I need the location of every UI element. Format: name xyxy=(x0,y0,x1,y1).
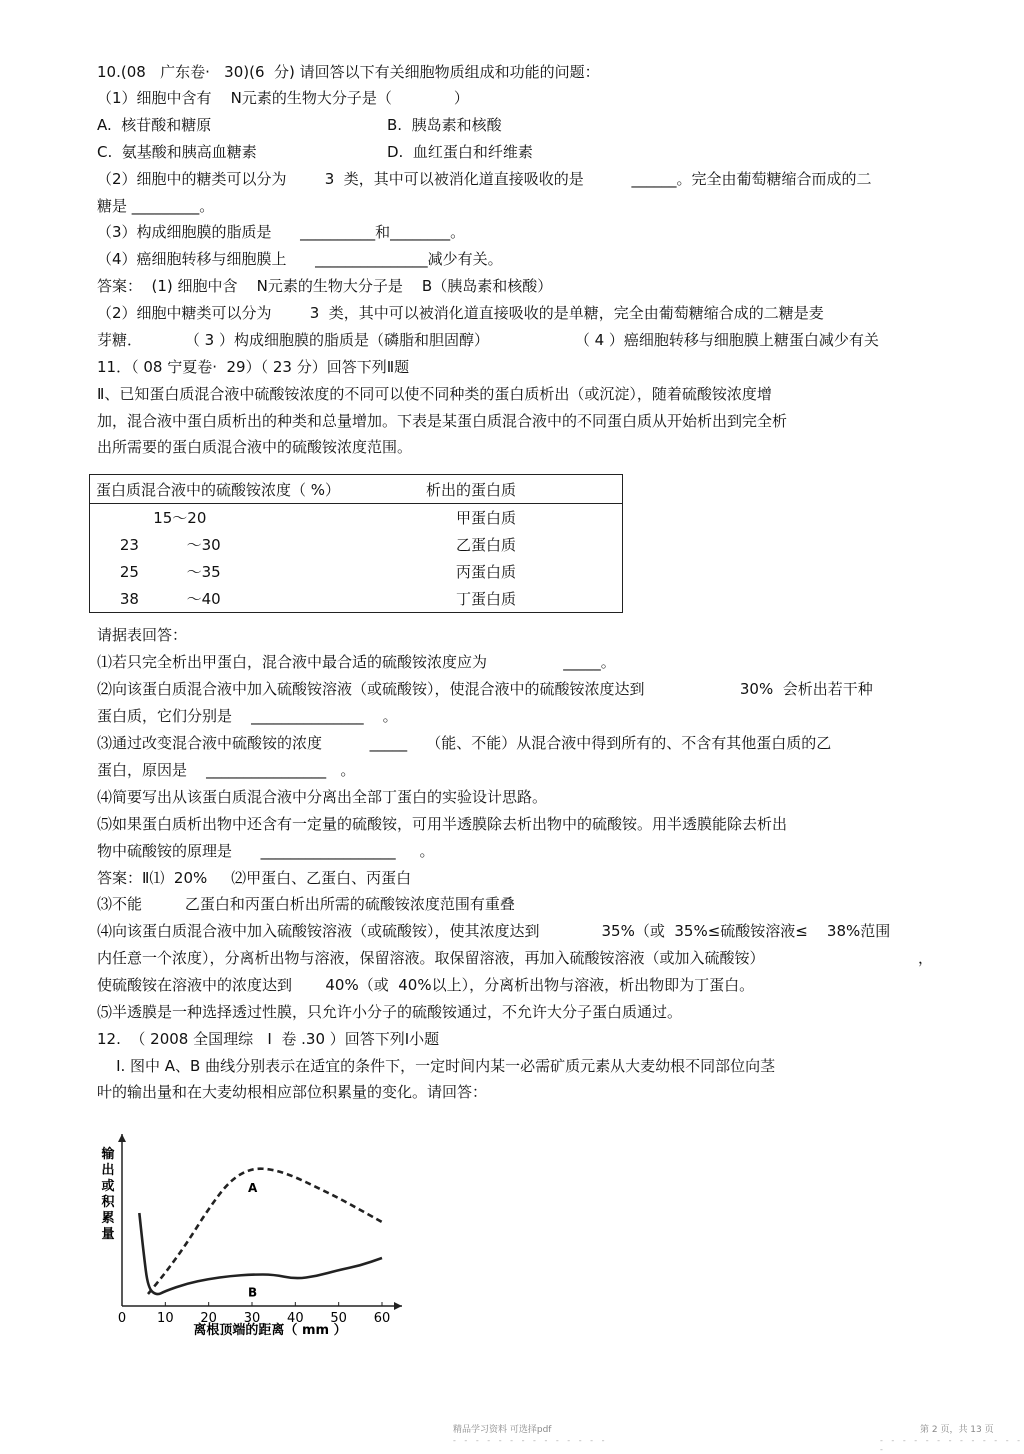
q10-sub2-cont: 糖是 _________。 xyxy=(97,197,215,215)
x-tick-label: 40 xyxy=(287,1311,304,1326)
chart-y-axis-label xyxy=(100,1146,115,1242)
y-axis-label-char: 出 xyxy=(101,1163,115,1178)
barley-root-chart xyxy=(90,1128,420,1348)
q10-answer-3: 芽糖． （ 3 ）构成细胞膜的脂质是（磷脂和胆固醇） （ 4 ）癌细胞转移与细胞膜上糖蛋白减少有关 xyxy=(97,331,879,349)
y-axis-label-char: 或 xyxy=(101,1179,115,1194)
x-tick-label: 20 xyxy=(200,1311,217,1326)
table-row xyxy=(90,585,623,613)
table-row xyxy=(90,558,623,585)
x-tick-label: 50 xyxy=(330,1311,347,1326)
ammonium-sulfate-table xyxy=(89,474,623,613)
y-axis-label-char: 积 xyxy=(101,1195,115,1210)
q11-answer-1: 答案：Ⅱ⑴ 20% ⑵甲蛋白、乙蛋白、丙蛋白 xyxy=(97,869,412,887)
q11-item-2-cont: 蛋白质，它们分别是 _______________ 。 xyxy=(97,707,398,725)
x-tick-label: 10 xyxy=(157,1311,174,1326)
q11-answer-4: ⑷向该蛋白质混合液中加入硫酸铵溶液（或硫酸铵），使其浓度达到 35%（或 35%≤硫酸铵溶液≤ 38%范围 xyxy=(97,922,891,940)
footer-dashes-left: - - - - - - - - - - - - - - xyxy=(453,1436,608,1445)
table-row xyxy=(90,531,623,558)
table-row xyxy=(90,504,623,532)
q11-prompt: 请据表回答： xyxy=(97,626,188,644)
chart-series xyxy=(139,1169,382,1300)
q10-option-b: B. 胰岛素和核酸 xyxy=(387,116,502,134)
y-axis-label-char: 量 xyxy=(101,1227,115,1242)
table-cell-protein: 丁蛋白质 xyxy=(456,590,517,608)
x-tick-label: 60 xyxy=(373,1311,391,1326)
table-cell-concentration: 23 ～30 xyxy=(96,536,221,554)
q10-sub3: （3）构成细胞膜的脂质是 __________和________。 xyxy=(97,223,466,241)
y-axis-arrow xyxy=(118,1134,126,1142)
q10-option-a: A. 核苷酸和糖原 xyxy=(97,116,212,134)
footer-right: 第 2 页，共 13 页 xyxy=(920,1425,994,1435)
table-header-protein: 析出的蛋白质 xyxy=(426,475,623,504)
chart-x-axis-label: 离根顶端的距离（ mm ） xyxy=(193,1323,347,1338)
q11-answer-4-cont2: 使硫酸铵在溶液中的浓度达到 40%（或 40%以上），分离析出物与溶液，析出物即为丁蛋白。 xyxy=(97,976,755,994)
y-axis-label-char: 累 xyxy=(101,1211,115,1226)
q11-item-5: ⑸如果蛋白质析出物中还含有一定量的硫酸铵，可用半透膜除去析出物中的硫酸铵。用半透膜能除去析出 xyxy=(97,815,788,833)
footer-dashes-right: - - - - - - - - - - - - - - xyxy=(880,1436,1024,1454)
q11-item-3-cont: 蛋白，原因是 ________________ 。 xyxy=(97,761,356,779)
table-cell-concentration: 25 ～35 xyxy=(96,563,221,581)
q10-title: 10.(08 广东卷· 30)(6 分) 请回答以下有关细胞物质组成和功能的问题： xyxy=(97,63,600,81)
q10-sub4: （4）癌细胞转移与细胞膜上 _______________减少有关。 xyxy=(97,250,503,268)
q10-answer-2: （2）细胞中糖类可以分为 3 类，其中可以被消化道直接吸收的是单糖，完全由葡萄糖缩合成的二糖是麦 xyxy=(97,304,824,322)
table-cell-protein: 乙蛋白质 xyxy=(456,536,517,554)
q10-option-d: D. 血红蛋白和纤维素 xyxy=(387,143,533,161)
q11-item-5-cont: 物中硫酸铵的原理是 __________________ 。 xyxy=(97,842,435,860)
series-b-label: B xyxy=(248,1285,258,1300)
table-header-concentration: 蛋白质混合液中的硫酸铵浓度（ %） xyxy=(90,475,427,504)
q11-title: 11．（ 08 宁夏卷· 29）（ 23 分）回答下列Ⅱ题 xyxy=(97,358,410,376)
q11-para-3: 出所需要的蛋白质混合液中的硫酸铵浓度范围。 xyxy=(97,438,413,456)
q11-para-2: 加，混合液中蛋白质析出的种类和总量增加。下表是某蛋白质混合液中的不同蛋白质从开始析出到完全析 xyxy=(97,412,788,430)
q11-para-1: Ⅱ、已知蛋白质混合液中硫酸铵浓度的不同可以使不同种类的蛋白质析出（或沉淀），随着硫酸铵浓度增 xyxy=(97,385,772,403)
x-tick-label: 30 xyxy=(243,1311,261,1326)
x-axis-arrow xyxy=(394,1302,402,1310)
q12-para-2: 叶的输出量和在大麦幼根相应部位积累量的变化。请回答： xyxy=(97,1083,488,1101)
q11-item-4: ⑷简要写出从该蛋白质混合液中分离出全部丁蛋白的实验设计思路。 xyxy=(97,788,548,806)
q12-para-1: Ⅰ. 图中 A、B 曲线分别表示在适宜的条件下，一定时间内某一必需矿质元素从大麦幼根不同部位向茎 xyxy=(97,1057,776,1075)
q11-answer-4-comma: ， xyxy=(918,949,934,967)
x-tick-label: 0 xyxy=(117,1311,127,1326)
table-header-row xyxy=(90,475,623,504)
chart-axes xyxy=(118,1134,402,1310)
footer-left: 精品学习资料 可选择pdf xyxy=(453,1425,552,1435)
q12-title: 12. （ 2008 全国理综 Ⅰ 卷 .30 ）回答下列Ⅰ小题 xyxy=(97,1030,440,1048)
y-axis-label-char: 输 xyxy=(101,1147,115,1162)
q10-option-c: C. 氨基酸和胰高血糖素 xyxy=(97,143,257,161)
q10-sub1: （1）细胞中含有 N元素的生物大分子是（ ） xyxy=(97,89,469,107)
q11-item-2: ⑵向该蛋白质混合液中加入硫酸铵溶液（或硫酸铵），使混合液中的硫酸铵浓度达到 30% 会析出若干种 xyxy=(97,680,873,698)
table-cell-protein: 丙蛋白质 xyxy=(456,563,517,581)
q11-item-1: ⑴若只完全析出甲蛋白，混合液中最合适的硫酸铵浓度应为 _____。 xyxy=(97,653,616,671)
table-cell-concentration: 38 ～40 xyxy=(96,590,221,608)
series-b-line xyxy=(139,1213,382,1294)
q10-answer-1: 答案： (1) 细胞中含 N元素的生物大分子是 B（胰岛素和核酸） xyxy=(97,277,553,295)
q11-answer-5: ⑸半透膜是一种选择透过性膜，只允许小分子的硫酸铵通过，不允许大分子蛋白质通过。 xyxy=(97,1003,683,1021)
q11-answer-3: ⑶不能 乙蛋白和丙蛋白析出所需的硫酸铵浓度范围有重叠 xyxy=(97,895,515,913)
table-cell-concentration: 15～20 xyxy=(96,509,207,527)
series-a-label: A xyxy=(248,1181,258,1195)
q11-item-3: ⑶通过改变混合液中硫酸铵的浓度 _____ （能、不能）从混合液中得到所有的、不含有其他蛋白质的乙 xyxy=(97,734,832,752)
q11-answer-4-cont: 内任意一个浓度），分离析出物与溶液，保留溶液。取保留溶液，再加入硫酸铵溶液（或加入硫酸铵） xyxy=(97,949,765,967)
q10-sub2: （2）细胞中的糖类可以分为 3 类，其中可以被消化道直接吸收的是 ______。完全由葡萄糖缩合而成的二 xyxy=(97,170,872,188)
table-cell-protein: 甲蛋白质 xyxy=(456,509,517,527)
